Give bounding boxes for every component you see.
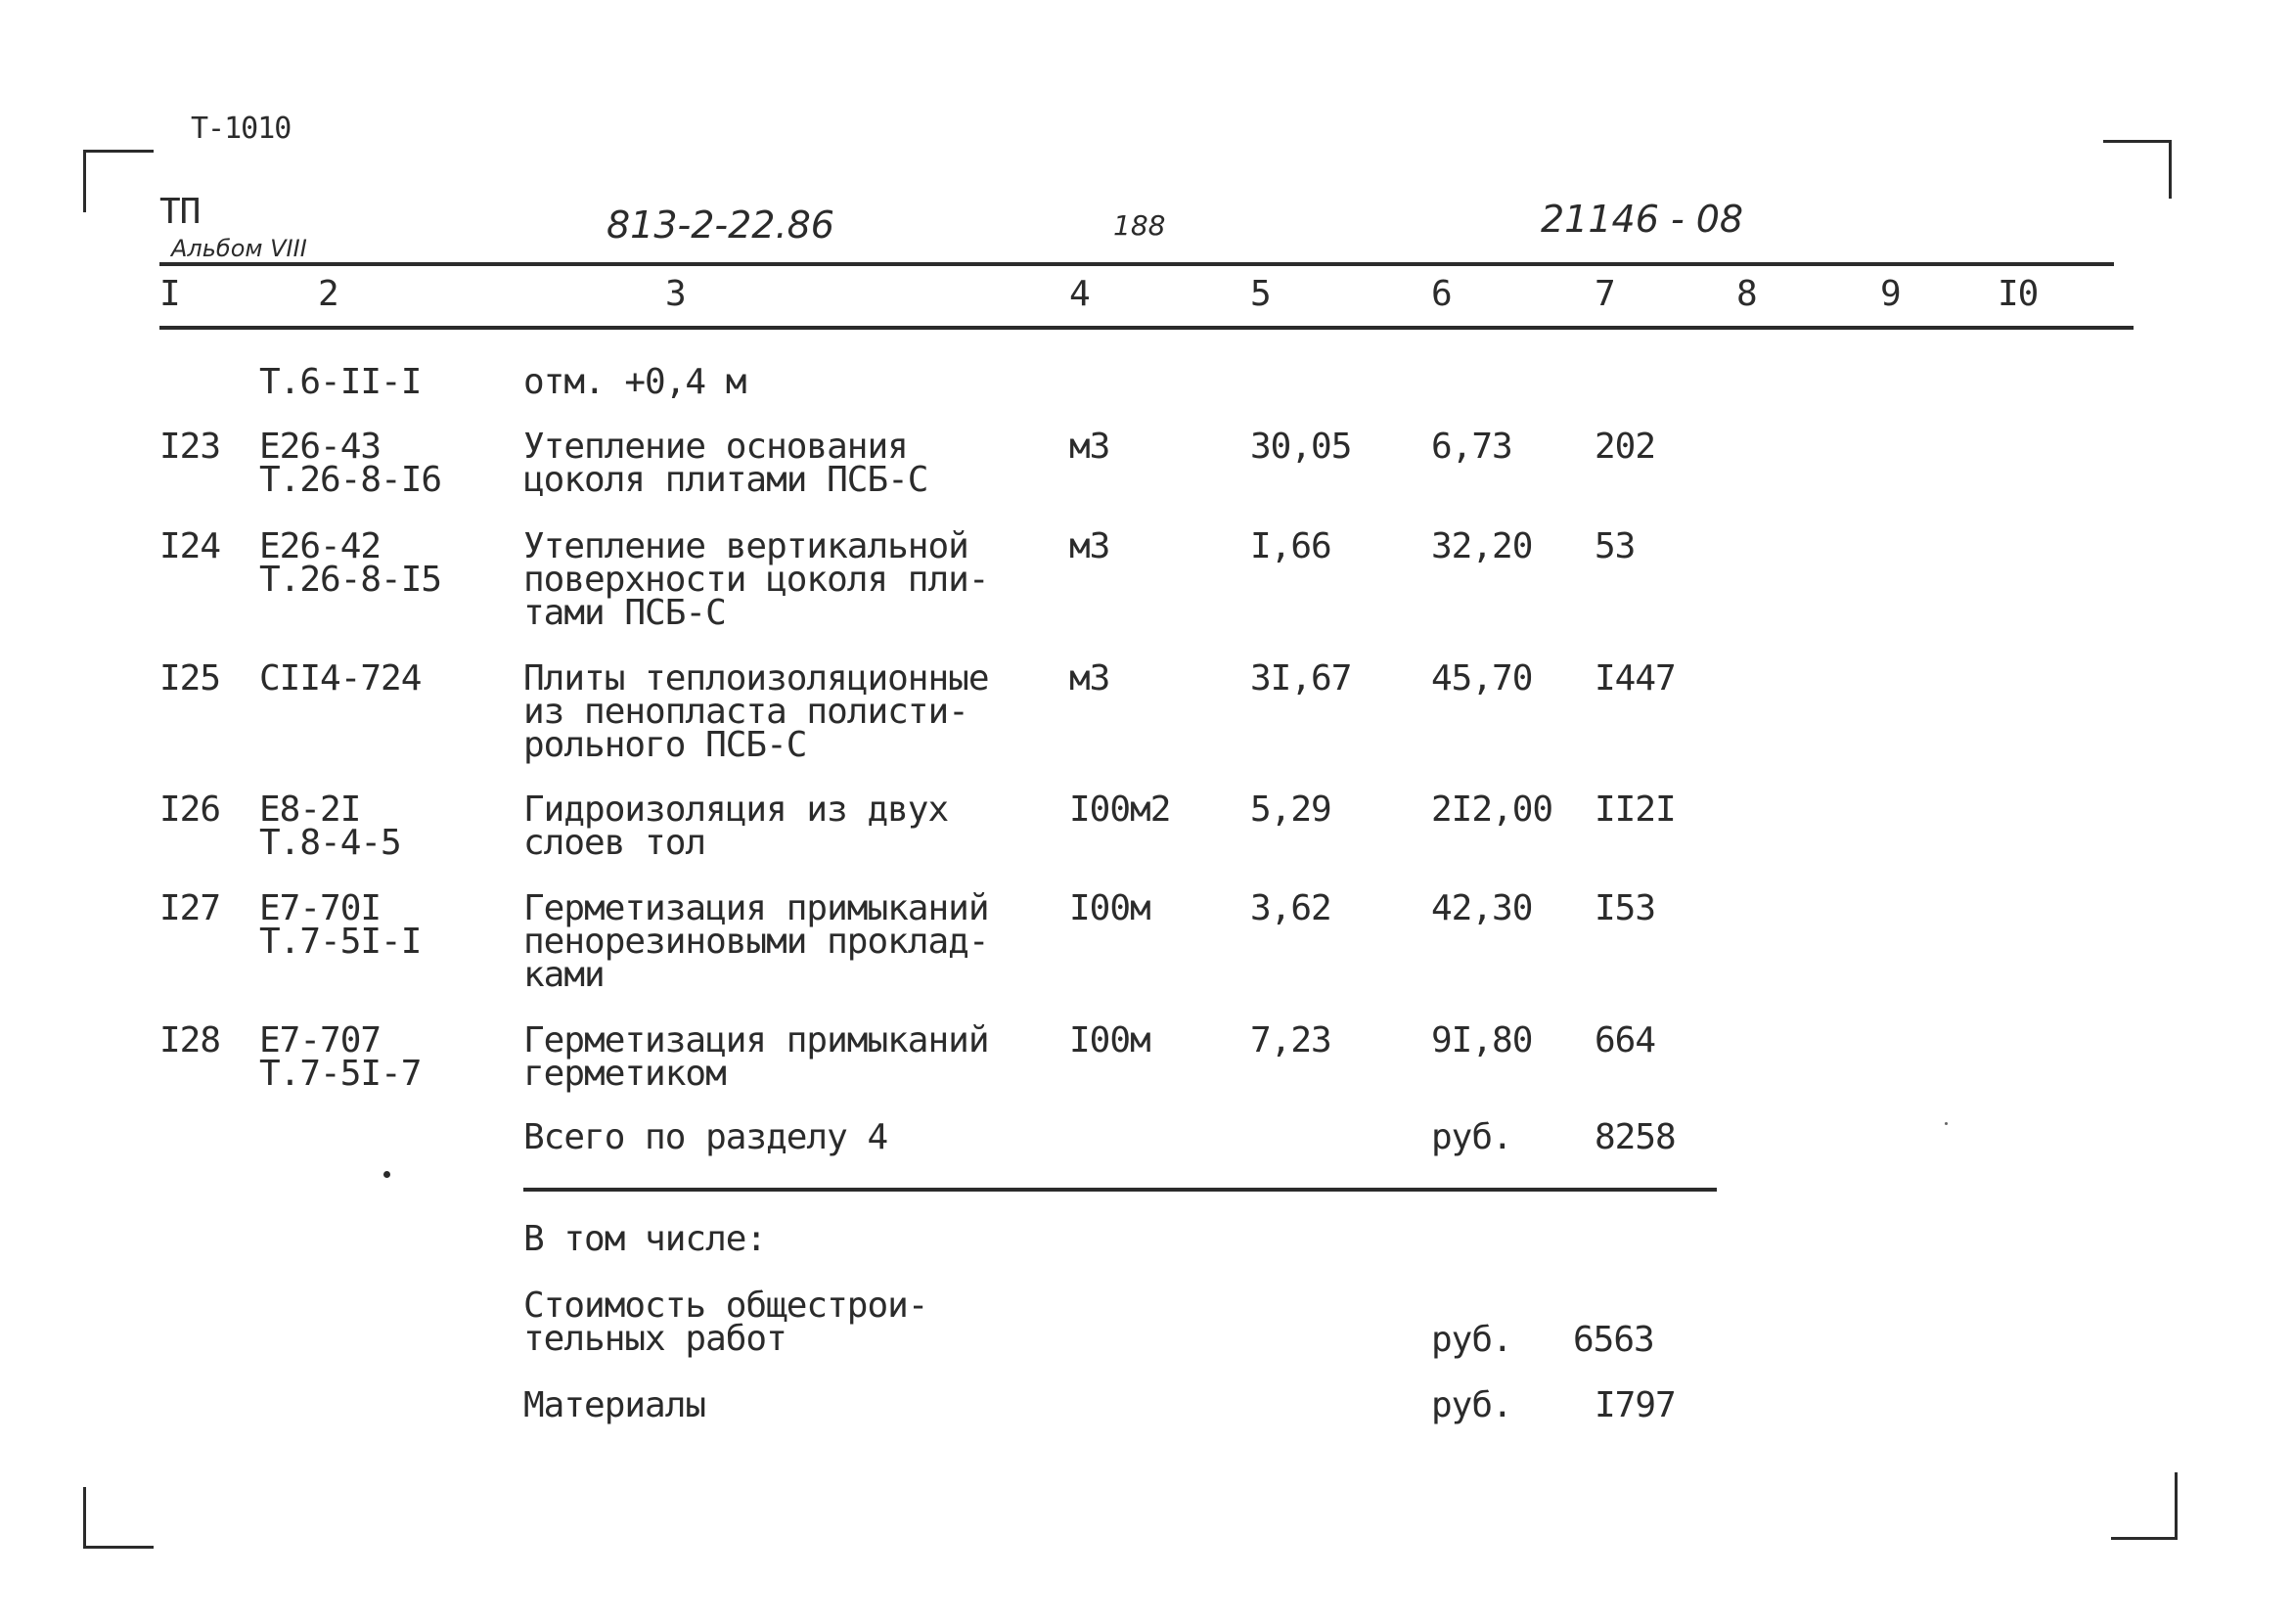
column-number: 7 <box>1595 274 1615 314</box>
cell-qty: 7,23 <box>1250 1020 1331 1060</box>
inventory-number: 21146 - 08 <box>1541 198 1744 241</box>
cell-code: Т.6-II-I <box>259 362 422 402</box>
cell-num: I27 <box>159 888 221 928</box>
cell-total: I447 <box>1595 658 1676 699</box>
cell-num: I23 <box>159 427 221 467</box>
cell-unit: м3 <box>1069 658 1110 699</box>
cell-price: 32,20 <box>1431 526 1533 566</box>
cell-num: I26 <box>159 789 221 830</box>
cell-num: I25 <box>159 658 221 699</box>
cell-total: 664 <box>1595 1020 1656 1060</box>
column-number: 2 <box>318 274 338 314</box>
cell-desc: Герметизация примыканий пенорезиновыми проклад- ками <box>523 888 989 995</box>
corner-mark-top-right-v <box>2169 140 2172 199</box>
corner-mark-top-left-h <box>83 150 154 153</box>
cell-code: Е26-43 Т.26-8-I6 <box>259 427 442 500</box>
column-number: 9 <box>1880 274 1901 314</box>
cell-unit: I00м <box>1069 888 1150 928</box>
cell-total: II2I <box>1595 789 1676 830</box>
cell-total: 202 <box>1595 427 1656 467</box>
breakdown-materials-label: Материалы <box>523 1385 706 1425</box>
column-number: 5 <box>1250 274 1271 314</box>
cell-code: СII4-724 <box>259 658 422 699</box>
header-bottom-rule <box>159 326 2134 330</box>
section-total-value: 8258 <box>1595 1117 1676 1157</box>
cell-desc: Гидроизоляция из двух слоев тол <box>523 789 949 863</box>
cell-code: Е7-70I Т.7-5I-I <box>259 888 422 962</box>
header-top-rule <box>159 262 2114 266</box>
corner-mark-bottom-left-h <box>83 1546 154 1549</box>
cell-desc: Плиты теплоизоляционные из пенопласта полисти- рольного ПСБ-С <box>523 658 989 765</box>
cell-code: Е7-707 Т.7-5I-7 <box>259 1020 422 1094</box>
corner-mark-top-right-h <box>2103 140 2172 143</box>
cell-qty: I,66 <box>1250 526 1331 566</box>
cell-price: 9I,80 <box>1431 1020 1533 1060</box>
corner-mark-bottom-right-h <box>2111 1537 2178 1540</box>
cell-desc: отм. +0,4 м <box>523 362 746 402</box>
section-total-rule <box>523 1188 1717 1192</box>
column-number: 3 <box>665 274 686 314</box>
cell-price: 6,73 <box>1431 427 1512 467</box>
breakdown-works-label: Стоимость общестрои- тельных работ <box>523 1286 928 1359</box>
cell-desc: Утепление вертикальной поверхности цоколя пли- тами ПСБ-С <box>523 526 989 633</box>
column-number: 8 <box>1736 274 1757 314</box>
section-total-unit: руб. <box>1431 1117 1512 1157</box>
cell-total: I53 <box>1595 888 1656 928</box>
cell-num: I24 <box>159 526 221 566</box>
column-number: I0 <box>1998 274 2039 314</box>
cell-total: 53 <box>1595 526 1636 566</box>
speck-mark <box>1945 1122 1948 1125</box>
cell-desc: Утепление основания цоколя плитами ПСБ-С <box>523 427 928 500</box>
series-label: ТП <box>159 192 201 232</box>
cell-unit: I00м <box>1069 1020 1150 1060</box>
page-number: 188 <box>1113 209 1166 242</box>
column-number: 6 <box>1431 274 1452 314</box>
cell-qty: 30,05 <box>1250 427 1352 467</box>
section-total-label: Всего по разделу 4 <box>523 1117 888 1157</box>
including-label: В том числе: <box>523 1219 767 1259</box>
doc-code: Т-1010 <box>191 112 292 146</box>
column-number: 4 <box>1069 274 1090 314</box>
cell-code: Е26-42 Т.26-8-I5 <box>259 526 442 600</box>
breakdown-materials-unit: руб. <box>1431 1385 1512 1425</box>
cell-desc: Герметизация примыканий герметиком <box>523 1020 989 1094</box>
cell-qty: 3,62 <box>1250 888 1331 928</box>
cell-price: 42,30 <box>1431 888 1533 928</box>
breakdown-materials-value: I797 <box>1595 1385 1676 1425</box>
cell-unit: м3 <box>1069 427 1110 467</box>
cell-price: 45,70 <box>1431 658 1533 699</box>
cell-qty: 5,29 <box>1250 789 1331 830</box>
cell-unit: I00м2 <box>1069 789 1171 830</box>
cell-unit: м3 <box>1069 526 1110 566</box>
corner-mark-top-left-v <box>83 150 86 212</box>
cell-qty: 3I,67 <box>1250 658 1352 699</box>
breakdown-works-value: 6563 <box>1573 1320 1654 1360</box>
corner-mark-bottom-left-v <box>83 1487 86 1548</box>
album-label: Альбом VIII <box>171 235 307 262</box>
project-number: 813-2-22.86 <box>607 203 834 247</box>
cell-num: I28 <box>159 1020 221 1060</box>
cell-code: Е8-2I Т.8-4-5 <box>259 789 401 863</box>
column-number: I <box>159 274 180 314</box>
corner-mark-bottom-right-v <box>2175 1472 2178 1539</box>
cell-price: 2I2,00 <box>1431 789 1553 830</box>
dot-mark <box>383 1171 390 1178</box>
breakdown-works-unit: руб. <box>1431 1320 1512 1360</box>
